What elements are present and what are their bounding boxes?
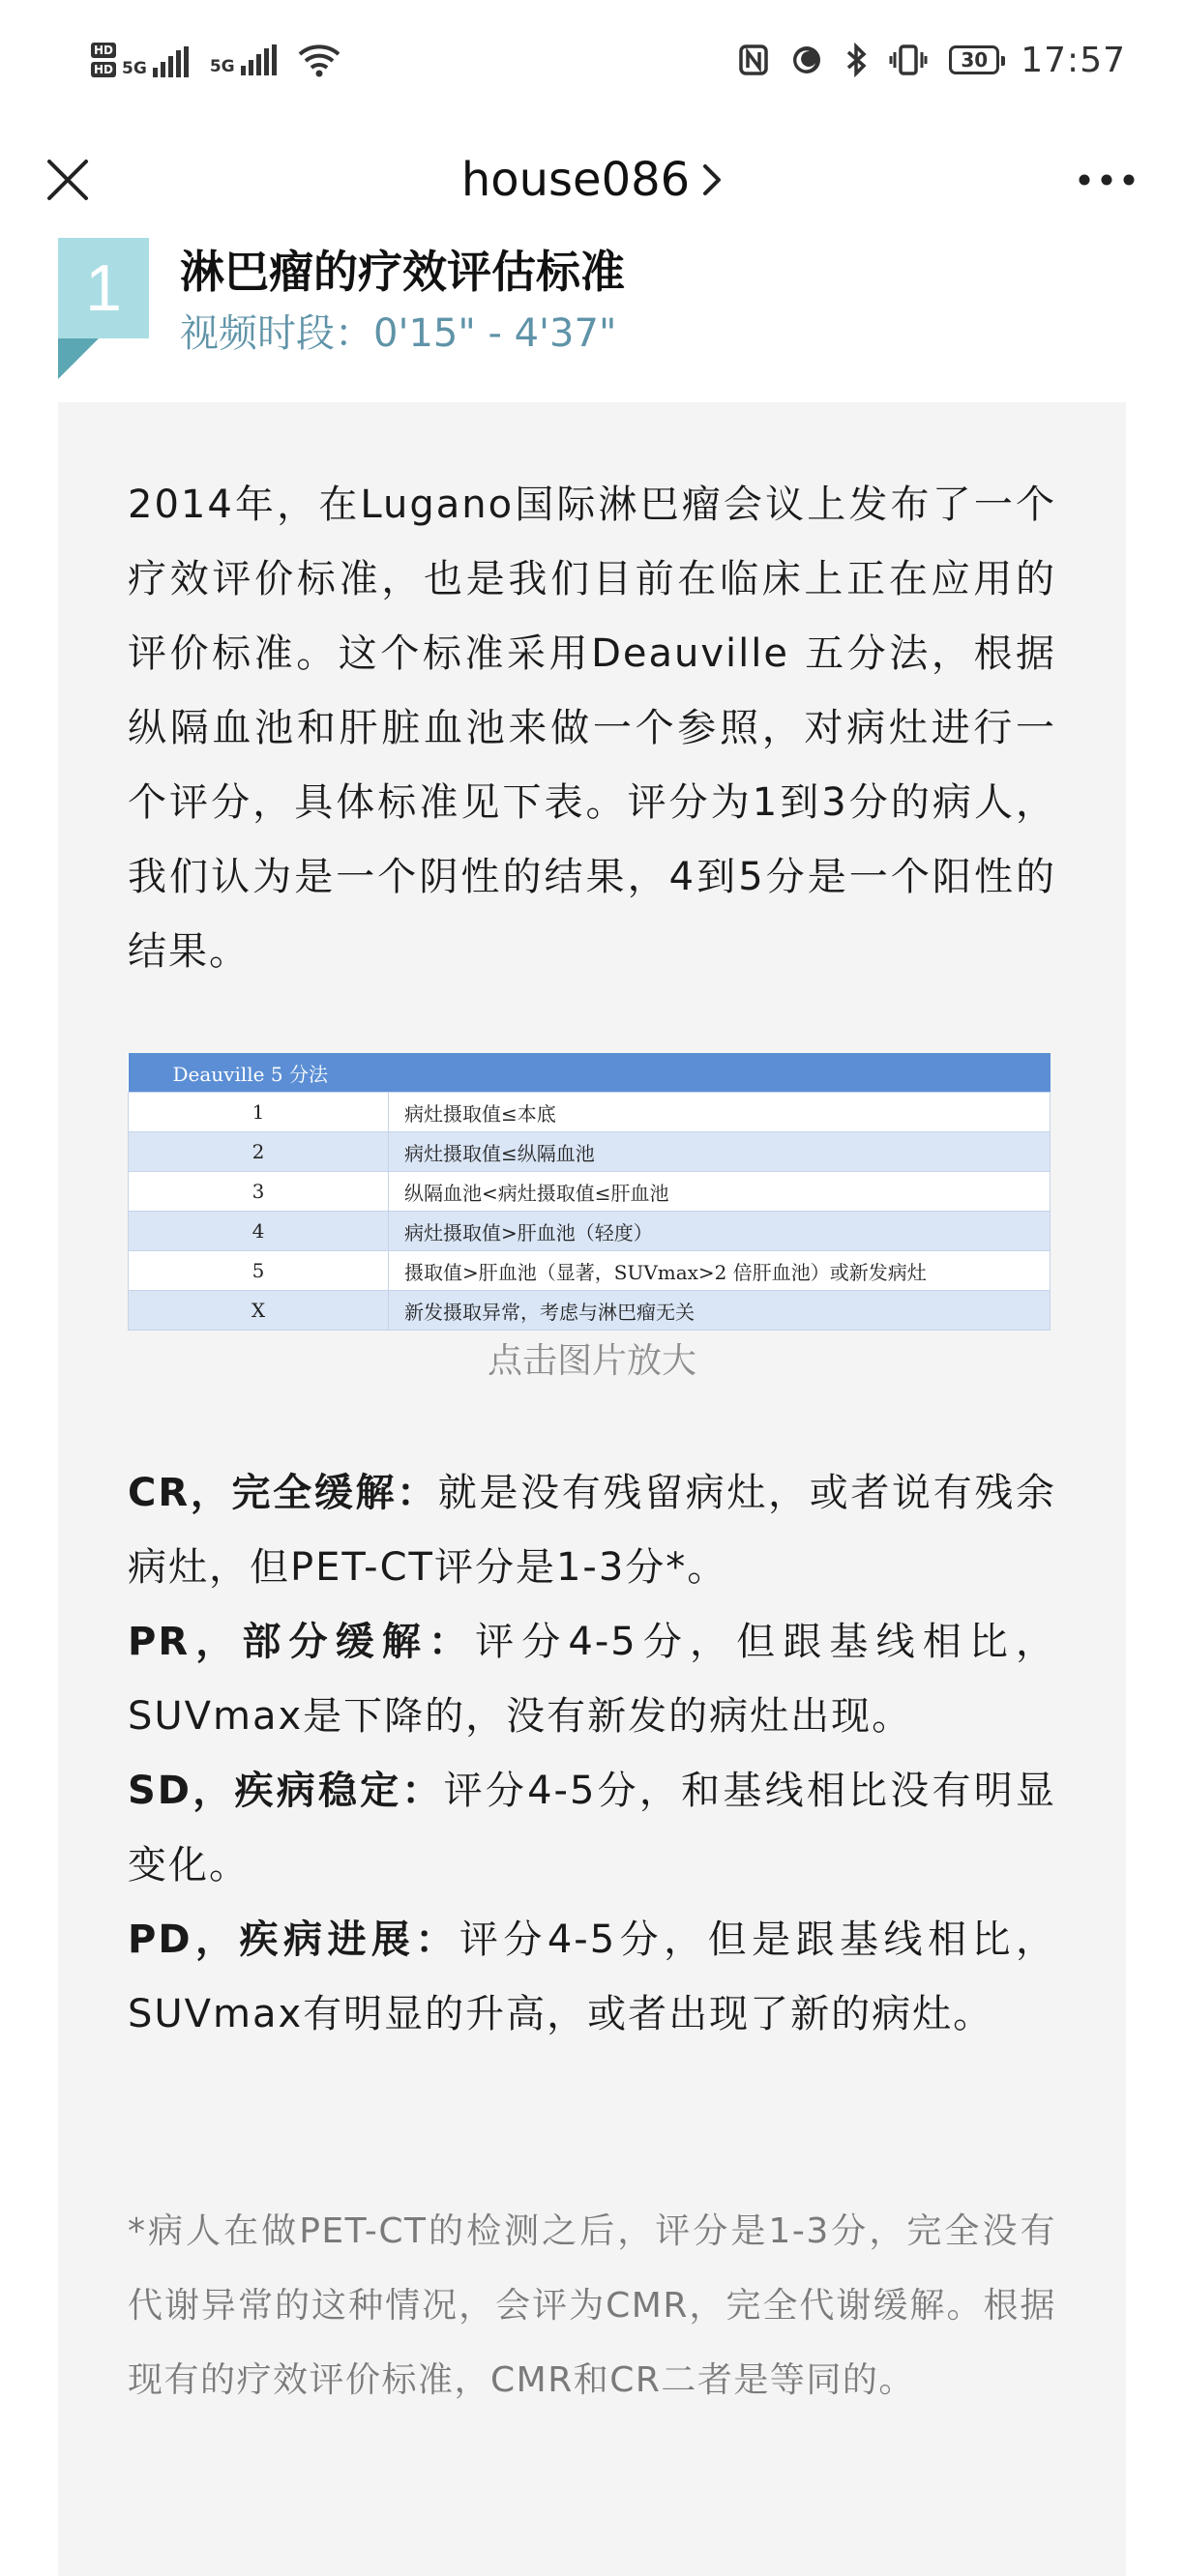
definition-term: PD，疾病进展：	[128, 1917, 459, 1962]
more-menu-button[interactable]	[1068, 145, 1145, 215]
table-cell-desc: 纵隔血池<病灶摄取值≤肝血池	[389, 1172, 1051, 1212]
definition-text: 评分4-5分，和基线相比没有明显变化。	[128, 1769, 1056, 1888]
definition-text: 评分4-5分，但跟基线相比，SUVmax是下降的，没有新发的病灶出现。	[128, 1620, 1056, 1739]
account-name: house086	[460, 153, 691, 207]
table-row	[129, 1093, 1051, 1132]
signal-bars-icon	[241, 44, 277, 75]
wifi-icon	[298, 43, 340, 77]
definition-term: CR，完全缓解：	[128, 1471, 438, 1515]
definition-term: SD，疾病稳定：	[128, 1769, 444, 1813]
status-icons	[738, 41, 1126, 80]
section-video-timestamp: 视频时段：0'15" - 4'37"	[180, 311, 617, 356]
sim2-signal	[210, 44, 277, 75]
table-cell-score: 1	[129, 1093, 389, 1132]
table-cell-desc: 病灶摄取值≤本底	[389, 1093, 1051, 1132]
sim1-signal	[91, 43, 189, 77]
table-cell-desc: 病灶摄取值>肝血池（轻度）	[389, 1212, 1051, 1251]
definition-item	[128, 1754, 1056, 1903]
section-header	[58, 238, 1122, 373]
table-cell-desc: 新发摄取异常，考虑与淋巴瘤无关	[389, 1291, 1051, 1331]
image-caption: 点击图片放大	[487, 1341, 696, 1381]
vibrate-icon	[889, 44, 928, 76]
close-button[interactable]	[33, 145, 103, 215]
table-cell-score: 3	[129, 1172, 389, 1212]
table-cell-score: X	[129, 1291, 389, 1331]
table-row	[129, 1251, 1051, 1291]
table-cell-score: 2	[129, 1132, 389, 1172]
definition-text: 评分4-5分，但是跟基线相比，SUVmax有明显的升高，或者出现了新的病灶。	[128, 1917, 1056, 2036]
signal-area	[91, 43, 340, 77]
battery-icon	[949, 45, 999, 74]
chevron-right-icon	[701, 162, 723, 197]
section-number-badge: 1	[58, 238, 149, 338]
network-label: 5G	[122, 59, 147, 78]
table-row	[129, 1132, 1051, 1172]
section-title: 淋巴瘤的疗效评估标准	[180, 246, 625, 298]
table-cell-score: 5	[129, 1251, 389, 1291]
more-dots-icon	[1078, 173, 1136, 187]
table-header: Deauville 5 分法	[129, 1053, 1051, 1093]
clock: 17:57	[1021, 40, 1126, 80]
battery-level: 30	[961, 48, 989, 72]
table-cell-desc: 摄取值>肝血池（显著，SUVmax>2 倍肝血池）或新发病灶	[389, 1251, 1051, 1291]
hd-badge: HD	[91, 62, 116, 77]
definition-term: PR，部分缓解：	[128, 1620, 476, 1664]
badge-fold	[58, 338, 99, 379]
nfc-icon	[738, 44, 769, 76]
table-row	[129, 1212, 1051, 1251]
network-label: 5G	[209, 57, 235, 76]
bluetooth-icon	[844, 43, 868, 77]
definition-item	[128, 1456, 1056, 1605]
do-not-disturb-icon	[790, 44, 823, 76]
table-cell-desc: 病灶摄取值≤纵隔血池	[389, 1132, 1051, 1172]
content-panel	[58, 402, 1126, 2576]
signal-bars-icon	[153, 46, 189, 77]
definition-text: 就是没有残留病灶，或者说有残余病灶，但PET-CT评分是1-3分*。	[128, 1471, 1057, 1590]
nav-bar	[0, 120, 1184, 240]
definitions-list	[128, 1456, 1056, 2052]
footnote: *病人在做PET-CT的检测之后，评分是1-3分，完全没有代谢异常的这种情况，会评为CMR，完全代谢缓解。根据现有的疗效评价标准，CMR和CR二者是等同的。	[128, 2211, 1056, 2400]
close-icon	[45, 158, 90, 202]
status-bar	[0, 0, 1184, 120]
table-row	[129, 1291, 1051, 1331]
deauville-table-image[interactable]	[128, 1053, 1051, 1331]
table-row	[129, 1172, 1051, 1212]
account-title-link[interactable]	[461, 153, 723, 207]
table-cell-score: 4	[129, 1212, 389, 1251]
definition-item	[128, 1903, 1056, 2052]
intro-paragraph: 2014年，在Lugano国际淋巴瘤会议上发布了一个疗效评价标准，也是我们目前在临床上正在应用的评价标准。这个标准采用Deauville 五分法，根据纵隔血池和肝脏血池来做一个参照，对病灶进行一个评分，具体标准见下表。评分为1到3分的病人，我们认为是一个阴性的结果，4到5分是一个阳性的结果。	[128, 483, 1056, 974]
hd-badge: HD	[91, 43, 116, 58]
definition-item	[128, 1605, 1056, 1754]
